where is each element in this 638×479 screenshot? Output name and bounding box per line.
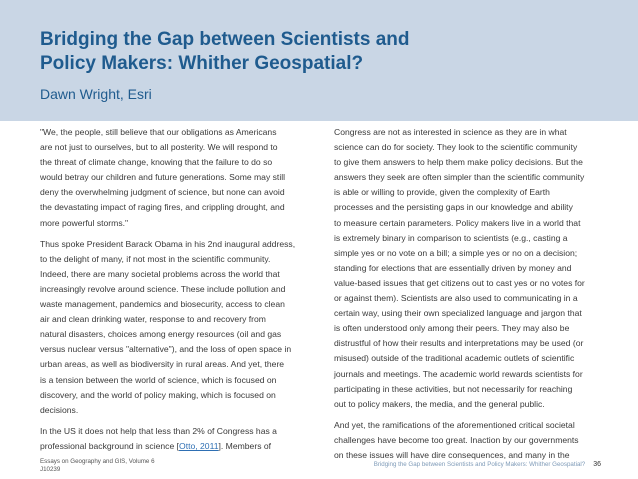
text-segment: professional background in science [ — [40, 440, 180, 451]
text-line: challenges have become too great. Inaction by our governments — [334, 434, 579, 445]
text-line: to measure certain parameters. Policy makers live in a world that — [334, 217, 581, 228]
text-line: is extremely binary in comparison to scientists (e.g., casting a — [334, 232, 568, 243]
text-line: standing for elections that are essentially driven by money and — [334, 262, 572, 273]
text-line: distrustful of how their results and interpretations may be used (or — [334, 338, 584, 349]
text-line: journals and meetings. The academic world rewards scientists for — [334, 368, 583, 379]
text-line: or against them). Scientists are also used to communicating in a — [334, 293, 578, 304]
text-line: is a tension between the world of science, which is focused on — [40, 374, 277, 385]
text-line: the threat of climate change, knowing that the failure to do so — [40, 157, 273, 168]
text-line — [40, 439, 318, 454]
body-paragraph — [40, 424, 318, 454]
text-line: more powerful storms." — [40, 217, 129, 228]
text-line: the devastating impact of raging fires, and crippling drought, and — [40, 202, 285, 213]
text-line: answers they seek are often simpler than the scientific community — [334, 172, 585, 183]
text-line: science can do for society. They look to the scientific community — [334, 142, 578, 153]
footer-code: J10239 — [40, 466, 61, 473]
body-paragraph — [334, 418, 612, 463]
text-line: Congress are not as interested in science as they are in what — [334, 127, 567, 137]
title-line-2: Policy Makers: Whither Geospatial? — [40, 53, 364, 74]
text-line: In the US it does not help that less than 2% of Congress has a — [40, 425, 277, 436]
body-paragraph — [40, 237, 318, 418]
text-segment: ]. Members of — [218, 440, 272, 451]
right-column — [334, 125, 612, 469]
text-line: is often understood only among their peers. They may also be — [334, 323, 570, 334]
footer-publication-info — [40, 458, 155, 474]
text-line: urban areas, as well as biodiversity in rural areas. And yet, there — [40, 359, 285, 370]
text-line: simple yes or no vote on a bill; a simple yes or no on a decision; — [334, 247, 578, 258]
text-line: waste management, pandemics and biosecurity, access to clean — [40, 299, 285, 310]
text-line: value-based issues that get citizens out to cast yes or no votes for — [334, 277, 585, 288]
text-line: processes and the persisting gaps in our knowledge and ability — [334, 202, 573, 213]
title-line-1: Bridging the Gap between Scientists and — [40, 29, 410, 50]
body-paragraph — [334, 125, 612, 412]
text-line: are not just to ourselves, but to all posterity. We will respond to — [40, 142, 278, 153]
text-line: misused) outside of the traditional academic outlets of scientific — [334, 353, 575, 364]
text-line: would betray our children and future generations. Some may still — [40, 172, 286, 183]
text-line: natural disasters, choices among energy resources (oil and gas — [40, 329, 282, 340]
text-line: increasingly revolve around science. These include pollution and — [40, 283, 286, 294]
footer-volume: Essays on Geography and GIS, Volume 6 — [40, 458, 155, 465]
running-title: Bridging the Gap between Scientists and Policy Makers: Whither Geospatial? — [373, 461, 586, 468]
text-line: deny the overwhelming judgment of science, but none can avoid — [40, 187, 285, 198]
citation-link-otto-2011[interactable]: Otto, 2011 — [179, 440, 219, 451]
text-line: decisions. — [40, 404, 79, 415]
author-name: Dawn Wright, Esri — [40, 86, 152, 102]
text-line: discovery, and the world of policy making, which is focused on — [40, 389, 276, 400]
text-line: certain way, using their own specialized language and jargon that — [334, 308, 582, 319]
text-line: Thus spoke President Barack Obama in his 2nd inaugural address, — [40, 238, 296, 249]
text-line: air and clean drinking water, response to and recovery from — [40, 314, 266, 325]
text-line: versus nuclear versus "alternative"), and the loss of open space in — [40, 344, 292, 355]
text-line: to give them answers to help them make policy decisions. But the — [334, 157, 583, 168]
quote-paragraph — [40, 125, 318, 231]
page-title — [40, 28, 600, 76]
text-line: participating in these activities, but not necessarily for reaching — [334, 383, 573, 394]
text-line: And yet, the ramifications of the aforementioned critical societal — [334, 419, 575, 430]
text-line: out to policy makers, the media, and the general public. — [334, 398, 545, 409]
page-number: 36 — [593, 461, 601, 468]
text-line: Indeed, there are many societal problems across the world that — [40, 268, 280, 279]
text-line: "We, the people, still believe that our obligations as Americans — [40, 127, 277, 137]
footer-running-title — [374, 461, 601, 468]
text-line: to the delight of many, if not most in the scientific community. — [40, 253, 271, 264]
text-line: on these issues will have dire consequences, and many in the — [334, 449, 570, 460]
left-column — [40, 125, 318, 460]
header-banner — [0, 0, 638, 121]
text-line: is able or willing to provide, given the complexity of Earth — [334, 187, 550, 198]
